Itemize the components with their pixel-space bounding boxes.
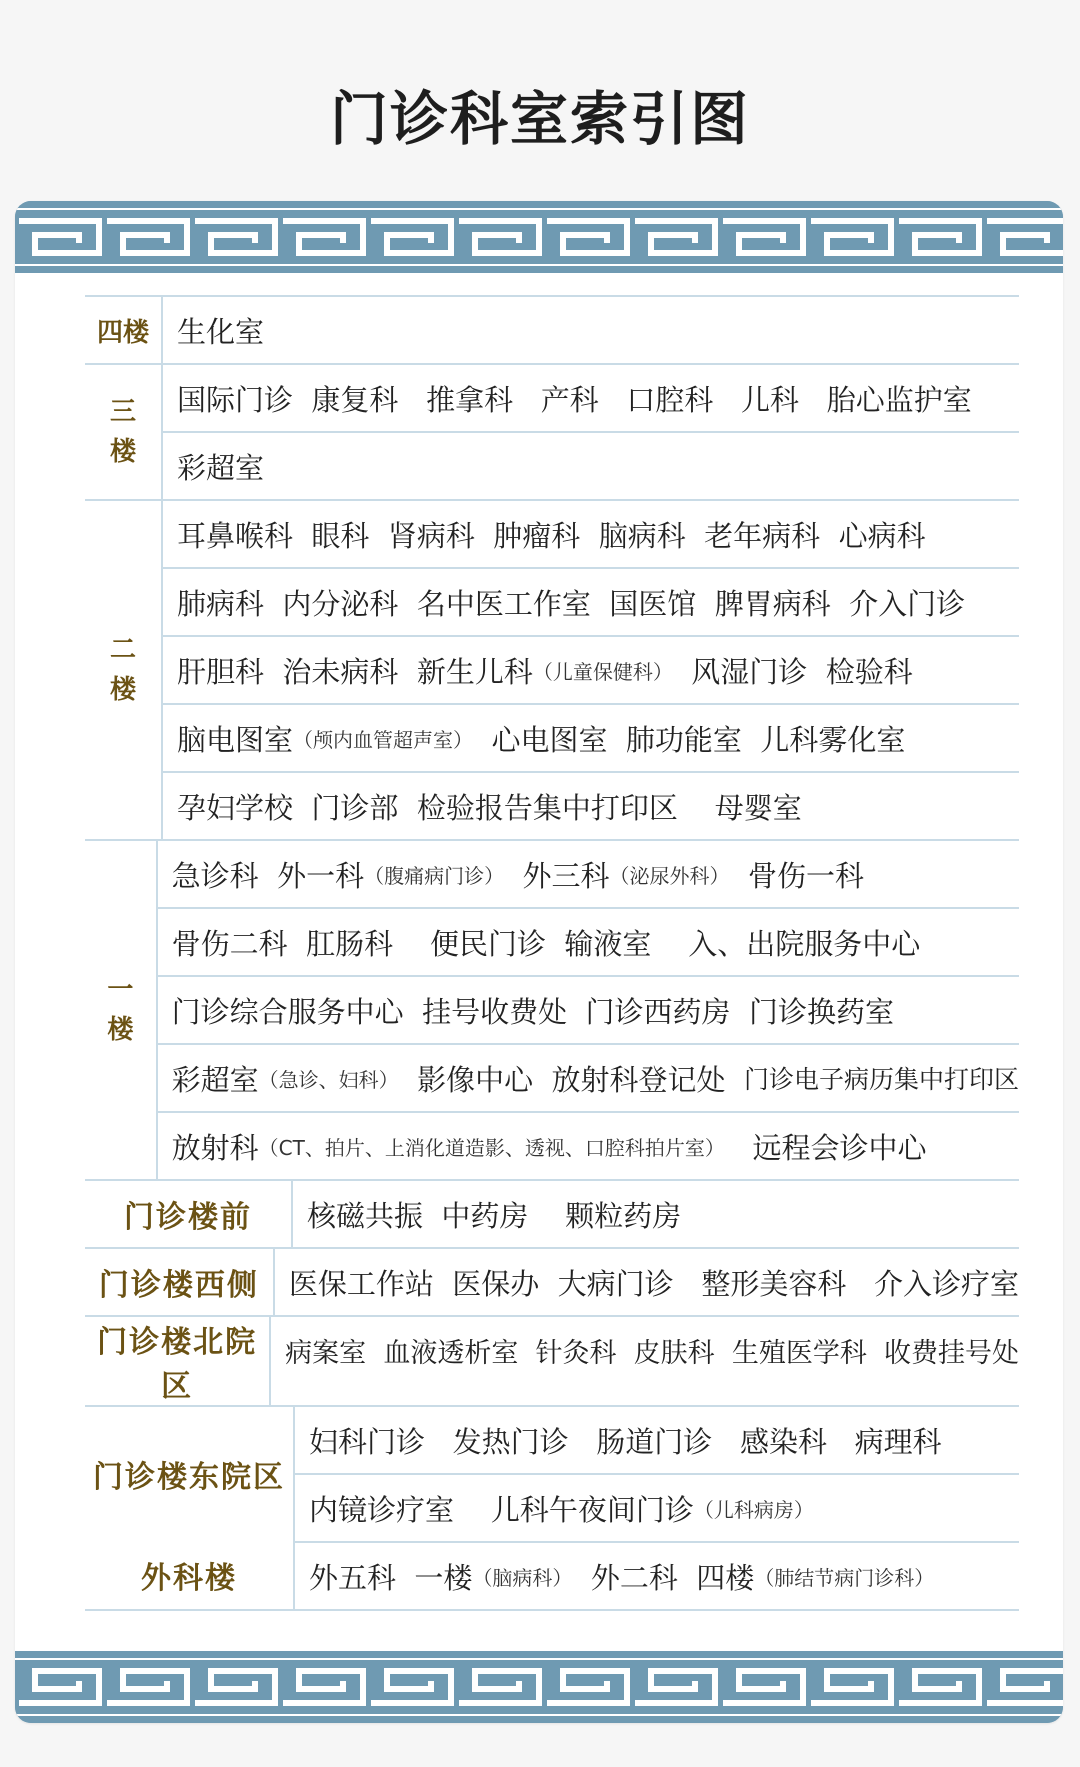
area-north-departments: [271, 1317, 1019, 1405]
floor-2-line-1: [163, 501, 1019, 567]
surgery-building-label: 外科楼: [141, 1561, 237, 1597]
dept-note: （脑病科）: [472, 1565, 573, 1590]
dept-text: 远程会诊中心: [724, 1130, 927, 1165]
surgery-building-line: [295, 1541, 1019, 1609]
area-front-label: 门诊楼前: [85, 1181, 293, 1247]
area-west-departments: [275, 1249, 1019, 1315]
area-east-row: [85, 1405, 1019, 1609]
dept-text: 耳鼻喉科 眼科 肾病科 肿瘤科 脑病科 老年病科 心病科: [177, 518, 926, 553]
dept-text: 肝胆科 治未病科 新生儿科: [177, 654, 533, 689]
floor-1-line-4: [158, 1043, 1019, 1111]
floor-2-label-bottom: 楼: [109, 675, 136, 705]
dept-text: 脑电图室: [177, 722, 294, 757]
dept-note: （腹痛病门诊）: [364, 863, 505, 888]
dept-note: （泌尿外科）: [609, 863, 730, 888]
dept-text: 骨伤二科 肛肠科 便民门诊 输液室 入、出院服务中心: [171, 926, 921, 961]
floor-1-line-2: [158, 907, 1019, 975]
floor-2-line-2: [163, 567, 1019, 635]
area-east-line-1: [295, 1407, 1019, 1473]
dept-text: 核磁共振 中药房 颗粒药房: [307, 1198, 682, 1233]
area-west-label: 门诊楼西侧: [85, 1249, 275, 1315]
floor-1-line-1: [158, 841, 1019, 907]
floor-2-label-top: 二: [109, 635, 136, 665]
dept-note: （急诊、妇科）: [258, 1067, 399, 1092]
floor-1-label-bottom: 楼: [107, 1015, 134, 1045]
dept-text: 病案室 血液透析室 针灸科 皮肤科 生殖医学科 收费挂号处: [285, 1337, 1019, 1369]
floor-1-departments: [158, 841, 1019, 1179]
area-front-row: [85, 1179, 1019, 1247]
dept-note: （颅内血管超声室）: [293, 727, 474, 752]
floor-1-label: [85, 841, 158, 1179]
area-north-row: [85, 1315, 1019, 1405]
floor-2-line-4: [163, 703, 1019, 771]
area-west-row: [85, 1247, 1019, 1315]
dept-text: 外二科 四楼: [572, 1560, 755, 1595]
floor-2-label: [85, 501, 163, 839]
dept-text: 急诊科 外一科: [171, 858, 365, 893]
dept-text: 医保工作站 医保办 大病门诊 整形美容科 介入诊疗室: [288, 1266, 1019, 1301]
dept-text: 外五科 一楼: [309, 1560, 473, 1595]
dept-text: 风湿门诊 检验科: [672, 654, 913, 689]
dept-note: （肺结节病门诊科）: [754, 1565, 935, 1590]
floor-2-departments: [163, 501, 1019, 839]
area-east-labels: [85, 1407, 295, 1609]
area-west-line: [275, 1249, 1019, 1315]
bottom-meander-border: [15, 1651, 1063, 1723]
floor-1-label-top: 一: [107, 975, 134, 1005]
floor-1-line-3: [158, 975, 1019, 1043]
floor-1-line-5: [158, 1111, 1019, 1179]
dept-text: 孕妇学校 门诊部 检验报告集中打印区 母婴室: [177, 790, 802, 825]
dept-text: 骨伤一科: [729, 858, 864, 893]
floor-4-label: 四楼: [85, 297, 163, 363]
floor-4-departments: [163, 297, 1019, 363]
dept-text: 外三科: [504, 858, 610, 893]
floor-1-row: [85, 839, 1019, 1179]
dept-text: 门诊电子病历集中打印区: [743, 1065, 1019, 1094]
floor-3-line-2: [163, 431, 1019, 499]
area-north-line: [271, 1317, 1019, 1383]
floor-2-row: [85, 499, 1019, 839]
dept-note: （儿童保健科）: [532, 659, 673, 684]
area-front-line: [293, 1181, 1019, 1247]
floor-3-label: [85, 365, 163, 499]
index-frame: [15, 201, 1063, 1723]
dept-text: 肺病科 内分泌科 名中医工作室 国医馆 脾胃病科 介入门诊: [177, 586, 966, 621]
floor-4-line-1: [163, 297, 1019, 363]
floor-3-row: [85, 363, 1019, 499]
area-north-label: 门诊楼北院区: [85, 1317, 271, 1405]
floor-3-label-top: 三: [109, 397, 136, 427]
dept-text: 国际门诊 康复科 推拿科 产科 口腔科 儿科 胎心监护室: [177, 382, 972, 417]
top-meander-border: [15, 201, 1063, 273]
page-title: 门诊科室索引图: [329, 85, 750, 153]
area-east-label: 门诊楼东院区: [93, 1460, 285, 1496]
dept-text: 彩超室: [177, 450, 265, 485]
floor-2-line-3: [163, 635, 1019, 703]
dept-text: 心电图室 肺功能室 儿科雾化室: [473, 722, 906, 757]
area-east-departments: [295, 1407, 1019, 1609]
floor-3-departments: [163, 365, 1019, 499]
dept-text: 放射科: [171, 1130, 259, 1165]
floor-4-row: [85, 297, 1019, 363]
area-front-departments: [293, 1181, 1019, 1247]
dept-text: 影像中心 放射科登记处: [398, 1062, 744, 1097]
floor-2-line-5: [163, 771, 1019, 839]
dept-text: 内镜诊疗室 儿科午夜间门诊: [309, 1492, 694, 1527]
dept-text: 妇科门诊 发热门诊 肠道门诊 感染科 病理科: [309, 1424, 942, 1459]
floor-3-label-bottom: 楼: [109, 437, 136, 467]
floor-3-line-1: [163, 365, 1019, 431]
dept-text: 门诊综合服务中心 挂号收费处 门诊西药房 门诊换药室: [171, 994, 894, 1029]
dept-note: （儿科病房）: [693, 1497, 814, 1522]
department-table: [85, 295, 1019, 1611]
area-east-line-2: [295, 1473, 1019, 1541]
dept-note: （CT、拍片、上消化道造影、透视、口腔科拍片室）: [258, 1135, 725, 1160]
dept-text: 生化室: [177, 314, 265, 349]
dept-text: 彩超室: [171, 1062, 259, 1097]
